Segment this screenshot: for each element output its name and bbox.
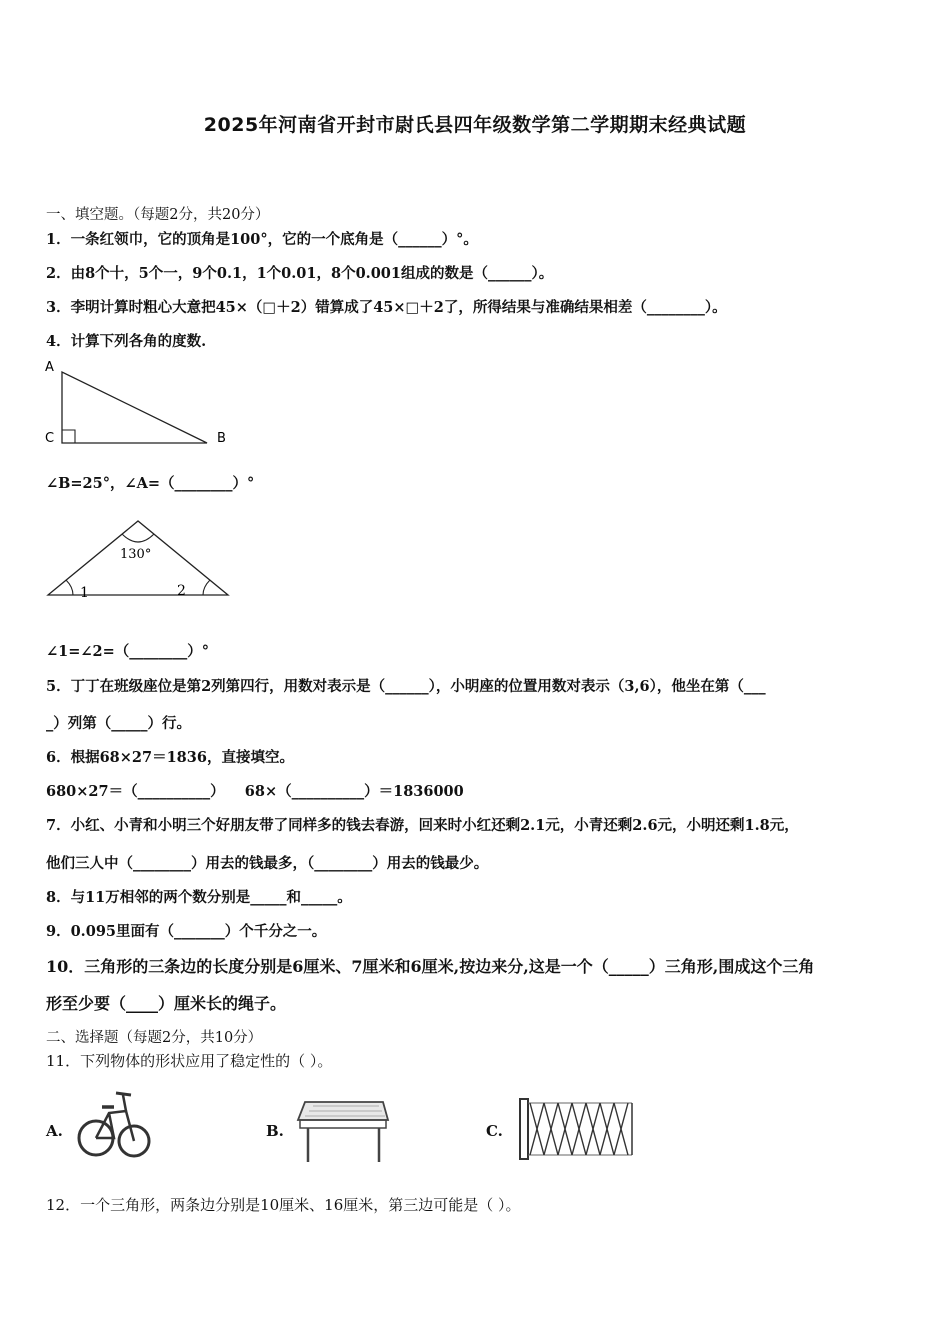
question-5-line1: 5．丁丁在班级座位是第2列第四行，用数对表示是（______），小明座的位置用数对表示（3,6），他坐在第（___ (46, 678, 766, 695)
apex-angle-label: 130° (120, 547, 152, 562)
vertex-label-a: A (45, 360, 54, 375)
table-apron (300, 1120, 386, 1128)
question-9: 9．0.095里面有（_______）个千分之一。 (46, 923, 327, 940)
question-6: 6．根据68×27＝1836，直接填空。 (46, 749, 294, 766)
vertex-label-b: B (217, 431, 226, 446)
gate-post (520, 1099, 528, 1159)
question-7-line2: 他们三人中（________）用去的钱最多，（________）用去的钱最少。 (46, 855, 489, 872)
question-3: 3．李明计算时粗心大意把45×（□＋2）错算成了45×□＋2了，所得结果与准确结果相差（________）。 (46, 299, 727, 316)
question-10-line1: 10．三角形的三条边的长度分别是6厘米、7厘米和6厘米,按边来分,这是一个（_____）三角形,围成这个三角 (46, 957, 815, 976)
bicycle-image (76, 1083, 151, 1163)
option-a-label: A. (46, 1122, 63, 1140)
gate-lattice (530, 1103, 628, 1155)
question-12: 12．一个三角形，两条边分别是10厘米、16厘米，第三边可能是（ ）。 (46, 1196, 521, 1214)
question-6-line: 680×27＝（__________） 68×（__________）＝1836000 (46, 783, 464, 800)
question-7-line1: 7．小红、小青和小明三个好朋友带了同样多的钱去春游，回来时小红还剩2.1元，小青还剩2.6元，小明还剩1.8元， (46, 817, 799, 834)
angle-2-arc (203, 580, 210, 595)
option-b-label: B. (266, 1122, 284, 1140)
bicycle-handlebar (116, 1093, 131, 1095)
question-2: 2．由8个十，5个一，9个0.1，1个0.01，8个0.001组成的数是（______）。 (46, 265, 554, 282)
question-4-line1: ∠B=25°，∠A=（________）° (46, 475, 255, 492)
right-triangle-figure (40, 355, 240, 450)
table-image (295, 1098, 390, 1166)
angle-2-label: 2 (177, 583, 186, 599)
question-4: 4．计算下列各角的度数. (46, 333, 207, 350)
right-triangle-shape (62, 372, 207, 443)
apex-angle-arc (122, 534, 154, 542)
page-title: 2025年河南省开封市尉氏县四年级数学第二学期期末经典试题 (203, 114, 747, 136)
question-5-line2: _）列第（_____）行。 (46, 715, 191, 732)
question-11: 11．下列物体的形状应用了稳定性的（ ）。 (46, 1052, 333, 1070)
vertex-label-c: C (45, 431, 55, 446)
section1-heading: 一、填空题。（每题2分，共20分） (46, 207, 270, 223)
folding-gate-image (518, 1097, 636, 1161)
angle-1-arc (66, 580, 73, 595)
section2-heading: 二、选择题（每题2分，共10分） (46, 1030, 263, 1046)
right-angle-mark (62, 430, 75, 443)
question-4-line2: ∠1=∠2=（________）° (46, 643, 210, 660)
question-1: 1．一条红领巾，它的顶角是100°，它的一个底角是（______）°。 (46, 231, 478, 248)
obtuse-triangle-figure (40, 510, 240, 605)
question-10-line2: 形至少要（____）厘米长的绳子。 (46, 994, 287, 1013)
angle-1-label: 1 (80, 585, 89, 601)
option-c-label: C. (486, 1122, 503, 1140)
bicycle-handlebar-stem (123, 1095, 126, 1111)
question-8: 8．与11万相邻的两个数分别是_____和_____。 (46, 889, 352, 906)
